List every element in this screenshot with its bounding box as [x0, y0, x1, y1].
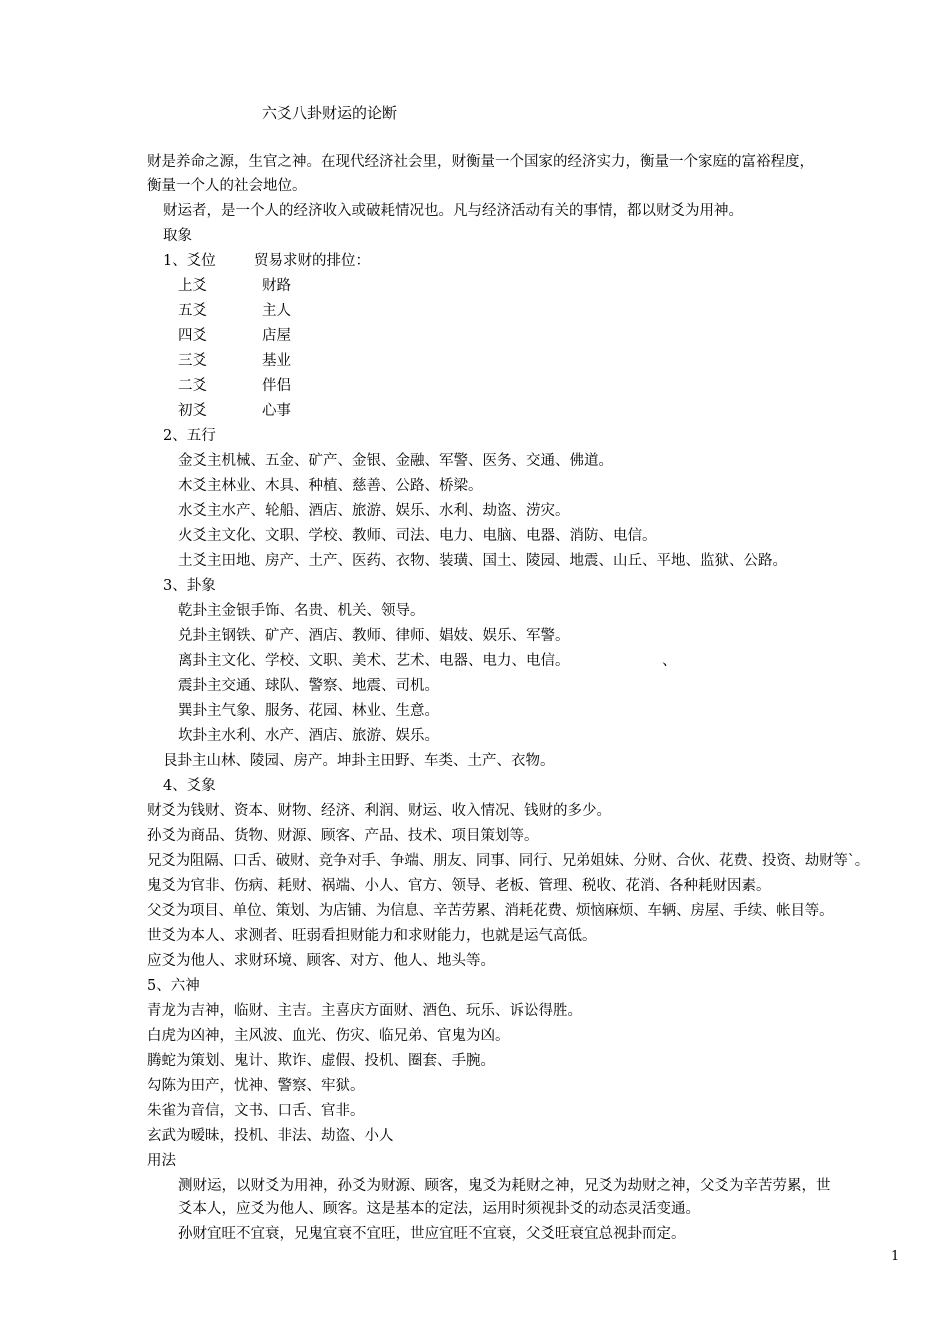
yaoxiang-line: 孙爻为商品、货物、财源、顾客、产品、技术、项目策划等。 [147, 828, 539, 844]
yao-position-meaning: 心事 [262, 403, 291, 419]
yao-position-label: 二爻 [178, 378, 207, 394]
guaxiang-line: 兑卦主钢铁、矿产、酒店、教师、律师、娼妓、娱乐、军警。 [178, 628, 570, 644]
yaoxiang-line: 兄爻为阻隔、口舌、破财、竞争对手、争端、朋友、同事、同行、兄弟姐妹、分财、合伙、花费、投资、劫财等`。 [147, 853, 870, 869]
yao-position-label: 三爻 [178, 353, 207, 369]
yaoxiang-line: 世爻为本人、求测者、旺弱看担财能力和求财能力，也就是运气高低。 [147, 928, 597, 944]
guaxiang-line: 巽卦主气象、服务、花园、林业、生意。 [178, 703, 439, 719]
section5-heading: 5、六神 [147, 978, 200, 994]
guaxiang-line: 坎卦主水利、水产、酒店、旅游、娱乐。 [178, 728, 439, 744]
yao-position-meaning: 主人 [262, 303, 291, 319]
liushen-line: 青龙为吉神，临财、主吉。主喜庆方面财、酒色、玩乐、诉讼得胜。 [147, 1003, 582, 1019]
liushen-line: 朱雀为音信，文书、口舌、官非。 [147, 1103, 365, 1119]
wuxing-line: 金爻主机械、五金、矿产、金银、金融、军警、医务、交通、佛道。 [178, 453, 613, 469]
yao-position-meaning: 财路 [262, 278, 291, 294]
yao-position-meaning: 基业 [262, 353, 291, 369]
liushen-line: 勾陈为田产，忧神、警察、牢狱。 [147, 1078, 365, 1094]
guaxiang-line: 艮卦主山林、陵园、房产。坤卦主田野、车类、土产、衣物。 [163, 753, 555, 769]
liushen-line: 腾蛇为策划、鬼计、欺诈、虚假、投机、圈套、手腕。 [147, 1053, 495, 1069]
yongfa-line: 测财运，以财爻为用神，孙爻为财源、顾客，鬼爻为耗财之神，兄爻为劫财之神，父爻为辛苦劳累，世 [178, 1178, 831, 1194]
yaoxiang-line: 父爻为项目、单位、策划、为店铺、为信息、辛苦劳累、消耗花费、烦恼麻烦、车辆、房屋、手续、帐目等。 [147, 903, 834, 919]
yao-position-meaning: 店屋 [262, 328, 291, 344]
yongfa-line: 爻本人，应爻为他人、顾客。这是基本的定法，运用时须视卦爻的动态灵活变通。 [178, 1201, 700, 1217]
section1-heading-num: 1、爻位 [163, 253, 216, 269]
yongfa-heading: 用法 [147, 1153, 176, 1169]
quxiang-heading: 取象 [163, 228, 192, 244]
yao-position-label: 五爻 [178, 303, 207, 319]
wuxing-line: 水爻主水产、轮船、酒店、旅游、娱乐、水利、劫盗、涝灾。 [178, 503, 570, 519]
yongfa-line: 孙财宜旺不宜衰，兄鬼宜衰不宜旺，世应宜旺不宜衰，父爻旺衰宜总视卦而定。 [178, 1226, 686, 1242]
liushen-line: 玄武为暧昧，投机、非法、劫盗、小人 [147, 1128, 394, 1144]
stray-mark: 、 [662, 653, 677, 669]
yao-position-label: 四爻 [178, 328, 207, 344]
wuxing-line: 土爻主田地、房产、土产、医药、衣物、装璜、国土、陵园、地震、山丘、平地、监狱、公路。 [178, 553, 787, 569]
page-number: 1 [891, 1249, 900, 1264]
yaoxiang-line: 鬼爻为官非、伤病、耗财、祸端、小人、官方、领导、老板、管理、税收、花消、各种耗财因素。 [147, 878, 771, 894]
guaxiang-line: 乾卦主金银手饰、名贵、机关、领导。 [178, 603, 425, 619]
yao-position-meaning: 伴侣 [262, 378, 291, 394]
document-title: 六爻八卦财运的论断 [262, 104, 398, 122]
section2-heading: 2、五行 [163, 428, 216, 444]
yaoxiang-line: 应爻为他人、求财环境、顾客、对方、他人、地头等。 [147, 953, 495, 969]
section3-heading: 3、卦象 [163, 578, 216, 594]
yao-position-label: 上爻 [178, 278, 207, 294]
intro-line-3: 财运者，是一个人的经济收入或破耗情况也。凡与经济活动有关的事情，都以财爻为用神。 [163, 203, 743, 219]
wuxing-line: 火爻主文化、文职、学校、教师、司法、电力、电脑、电器、消防、电信。 [178, 528, 657, 544]
section1-heading-sub: 贸易求财的排位： [254, 253, 370, 269]
wuxing-line: 木爻主林业、木具、种植、慈善、公路、桥梁。 [178, 478, 483, 494]
yaoxiang-line: 财爻为钱财、资本、财物、经济、利润、财运、收入情况、钱财的多少。 [147, 803, 611, 819]
guaxiang-line: 离卦主文化、学校、文职、美术、艺术、电器、电力、电信。 [178, 653, 570, 669]
liushen-line: 白虎为凶神，主风波、血光、伤灾、临兄弟、官鬼为凶。 [147, 1028, 510, 1044]
intro-line-1: 财是养命之源，生官之神。在现代经济社会里，财衡量一个国家的经济实力，衡量一个家庭的富裕程度， [147, 154, 814, 170]
guaxiang-line: 震卦主交通、球队、警察、地震、司机。 [178, 678, 439, 694]
yao-position-label: 初爻 [178, 403, 207, 419]
section4-heading: 4、爻象 [163, 778, 216, 794]
intro-line-2: 衡量一个人的社会地位。 [147, 178, 307, 194]
